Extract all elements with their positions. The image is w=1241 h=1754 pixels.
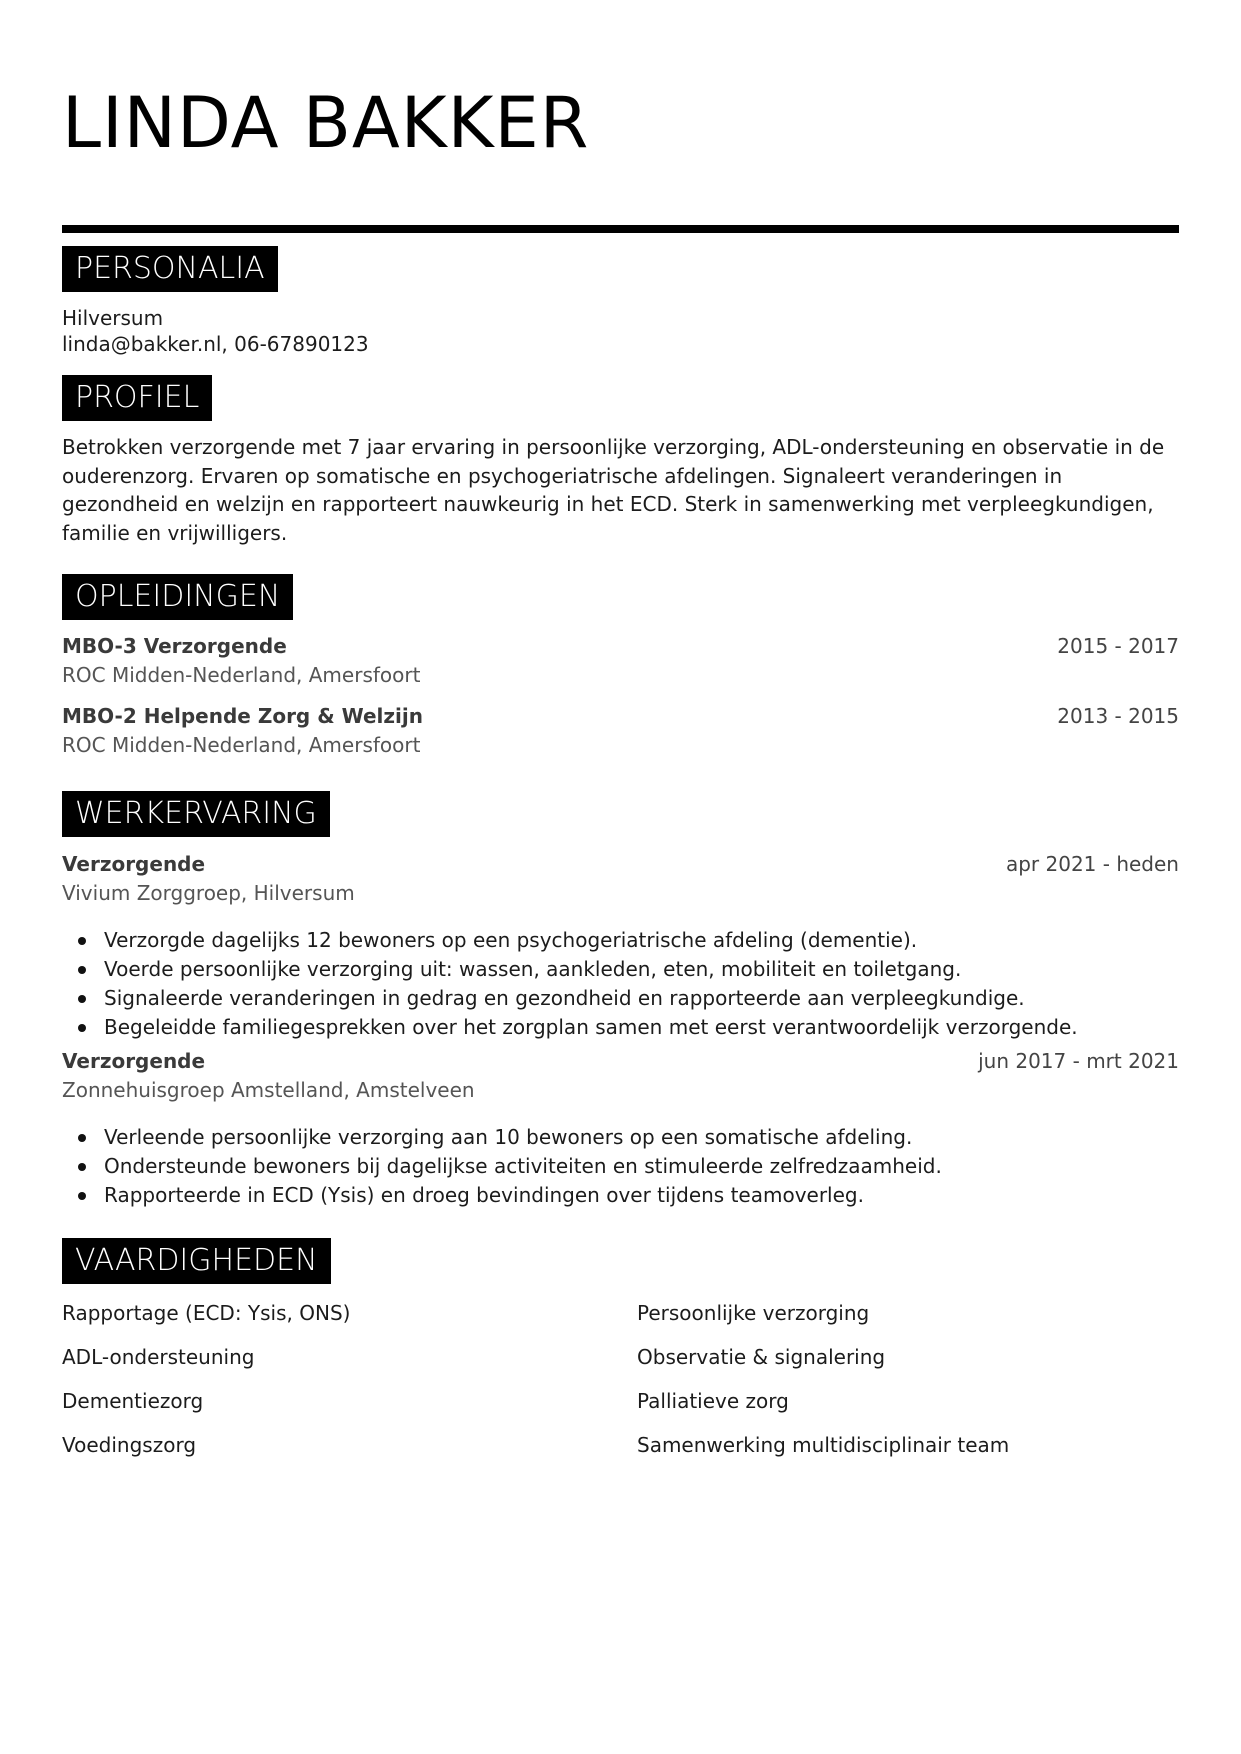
education-title: MBO-2 Helpende Zorg & Welzijn — [62, 704, 423, 728]
job-period: jun 2017 - mrt 2021 — [978, 1049, 1179, 1073]
header-divider — [62, 225, 1179, 233]
section-heading-vaardigheden: VAARDIGHEDEN — [62, 1238, 331, 1284]
list-item: Verleende persoonlijke verzorging aan 10 bewoners op een somatische afdeling. — [104, 1123, 1224, 1152]
list-item: Verzorgde dagelijks 12 bewoners op een psychogeriatrische afdeling (dementie). — [104, 926, 1224, 955]
skill-item: Persoonlijke verzorging — [637, 1301, 870, 1325]
job-employer: Vivium Zorggroep, Hilversum — [62, 881, 355, 905]
job-title: Verzorgende — [62, 852, 206, 876]
personalia-city: Hilversum — [62, 306, 164, 330]
skill-item: Samenwerking multidisciplinair team — [637, 1433, 1010, 1457]
skill-item: Voedingszorg — [62, 1433, 197, 1457]
job-entry — [62, 1047, 1179, 1107]
job-duties-list — [62, 926, 1224, 1042]
skill-item: Dementiezorg — [62, 1389, 204, 1413]
job-title: Verzorgende — [62, 1049, 206, 1073]
skill-item: ADL-ondersteuning — [62, 1345, 255, 1369]
job-employer: Zonnehuisgroep Amstelland, Amstelveen — [62, 1078, 475, 1102]
education-school: ROC Midden-Nederland, Amersfoort — [62, 663, 421, 687]
list-item: Voerde persoonlijke verzorging uit: wassen, aankleden, eten, mobiliteit en toiletgang. — [104, 955, 1224, 984]
skill-item: Palliatieve zorg — [637, 1389, 789, 1413]
candidate-name: LINDA BAKKER — [62, 82, 590, 164]
education-entry — [62, 632, 1179, 692]
list-item: Rapporteerde in ECD (Ysis) en droeg bevindingen over tijdens teamoverleg. — [104, 1181, 1224, 1210]
section-heading-profiel: PROFIEL — [62, 375, 212, 421]
education-period: 2015 - 2017 — [1057, 634, 1179, 658]
section-heading-personalia: PERSONALIA — [62, 246, 278, 292]
profile-text: Betrokken verzorgende met 7 jaar ervaring in persoonlijke verzorging, ADL-ondersteuning en observatie in de ouderenzorg. Ervaren op somatische en psychogeriatrische afdelingen. Signaleert veranderingen in gezondheid en welzijn en rapporteert nauwkeurig in het ECD. Sterk in samenwerking met verpleegkundigen, familie en vrijwilligers. — [62, 435, 1165, 545]
job-duties-list — [62, 1123, 1224, 1210]
list-item: Signaleerde veranderingen in gedrag en gezondheid en rapporteerde aan verpleegkundige. — [104, 984, 1224, 1013]
education-period: 2013 - 2015 — [1057, 704, 1179, 728]
job-period: apr 2021 - heden — [1005, 852, 1179, 876]
personalia-contact: linda@bakker.nl, 06-67890123 — [62, 332, 369, 356]
skill-item: Rapportage (ECD: Ysis, ONS) — [62, 1301, 351, 1325]
skill-item: Observatie & signalering — [637, 1345, 886, 1369]
list-item: Ondersteunde bewoners bij dagelijkse activiteiten en stimuleerde zelfredzaamheid. — [104, 1152, 1224, 1181]
section-heading-opleidingen: OPLEIDINGEN — [62, 574, 293, 620]
section-heading-werkervaring: WERKERVARING — [62, 791, 330, 837]
list-item: Begeleidde familiegesprekken over het zorgplan samen met eerst verantwoordelijk verzorgende. — [104, 1013, 1224, 1042]
job-entry — [62, 850, 1179, 910]
education-entry — [62, 702, 1179, 762]
education-school: ROC Midden-Nederland, Amersfoort — [62, 733, 421, 757]
education-title: MBO-3 Verzorgende — [62, 634, 287, 658]
